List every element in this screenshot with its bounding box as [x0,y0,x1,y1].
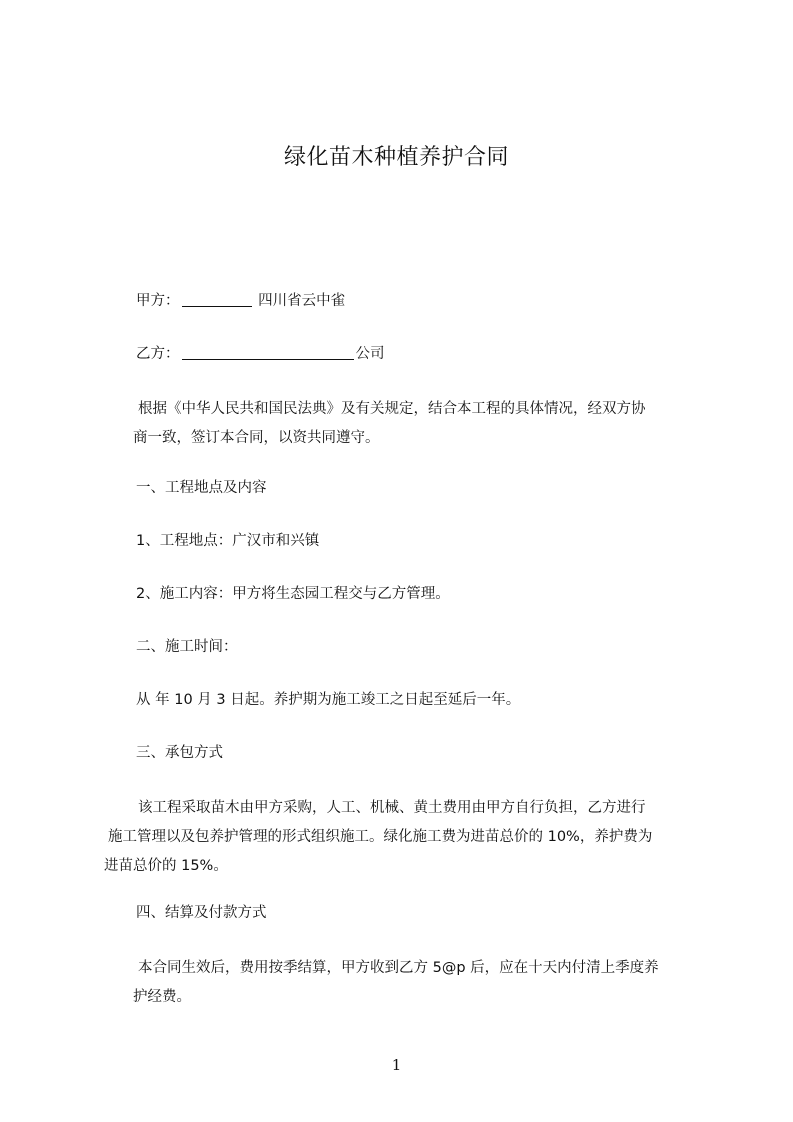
party-b-blank [182,343,354,360]
section-2-heading: 二、施工时间： [136,639,238,655]
intro-line-1: 根据《中华人民共和国民法典》及有关规定，结合本工程的具体情况，经双方协 [138,401,646,417]
section-4-line-2: 护经费。 [133,989,191,1005]
party-a-label: 甲方： [136,293,180,309]
section-1-item-2: 2、施工内容：甲方将生态园工程交与乙方管理。 [136,586,450,602]
section-2-text: 从 年 10 月 3 日起。养护期为施工竣工之日起至延后一年。 [136,692,521,708]
page-number: 1 [391,1056,402,1074]
section-4-paragraph [133,954,706,1012]
section-3-line-2: 施工管理以及包养护管理的形式组织施工。绿化施工费为进苗总价的 10%，养护费为 [108,829,653,845]
party-b-suffix: 公司 [355,346,385,362]
section-3-heading: 三、承包方式 [136,745,223,761]
section-4-line-1: 本合同生效后，费用按季结算，甲方收到乙方 5@p 后，应在十天内付清上季度养 [138,960,659,976]
section-3-line-3: 进苗总价的 15%。 [104,858,228,874]
section-3-line-1: 该工程采取苗木由甲方采购，人工、机械、黄土费用由甲方自行负担，乙方进行 [138,800,646,816]
section-4-heading: 四、结算及付款方式 [136,905,267,921]
party-b-label: 乙方： [136,346,180,362]
party-a-blank [182,290,252,307]
party-a-line [136,290,706,312]
document-title: 绿化苗木种植养护合同 [283,145,509,170]
section-1-item-1: 1、工程地点：广汉市和兴镇 [136,533,320,549]
intro-line-2: 商一致，签订本合同，以资共同遵守。 [133,430,380,446]
intro-paragraph [133,395,706,453]
section-1-heading: 一、工程地点及内容 [136,480,267,496]
party-b-line [136,343,706,365]
party-a-value: 四川省云中雀 [258,293,346,309]
section-3-paragraph [104,794,706,881]
